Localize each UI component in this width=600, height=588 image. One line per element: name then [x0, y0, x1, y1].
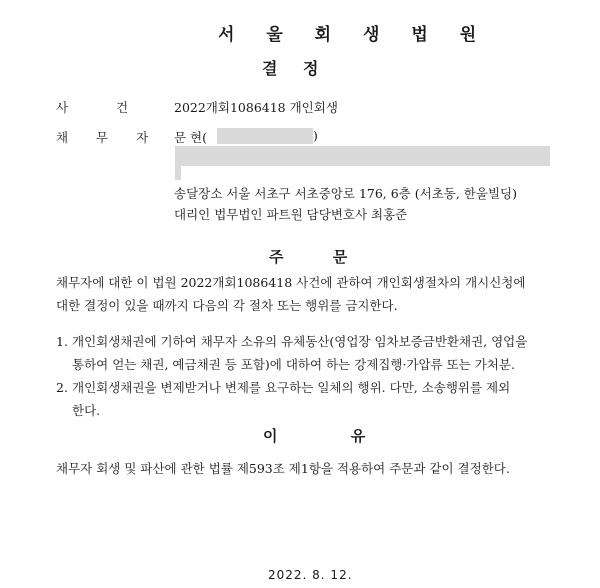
item-number: 1. — [56, 334, 68, 349]
case-number: 2022개회1086418 개인회생 — [174, 100, 338, 115]
document-type: 결 정 — [262, 59, 329, 78]
item-text-line-2: 한다. — [72, 403, 101, 418]
item-text-line-2: 통하여 얻는 채권, 예금채권 등 포함)에 대하여 하는 강제집행·가압류 또는 가처분. — [72, 357, 515, 372]
order-heading: 주 문 — [269, 248, 370, 266]
debtor-name-close: ) — [313, 128, 318, 143]
service-address: 송달장소 서울 서초구 서초중앙로 176, 6층 (서초동, 한울빌딩) — [174, 186, 517, 201]
court-name: 서 울 회 생 법 원 — [218, 25, 490, 45]
agent: 대리인 법무법인 파트원 담당변호사 최홍준 — [174, 207, 408, 222]
list-item — [56, 376, 527, 422]
item-text-line-1: 개인회생채권을 변제받거나 변제를 요구하는 일체의 행위. 다만, 소송행위를 제외 — [72, 380, 511, 395]
order-intro — [56, 271, 525, 317]
list-item — [56, 330, 527, 376]
decision-date: 2022. 8. 12. — [268, 568, 353, 582]
order-intro-line-1: 채무자에 대한 이 법원 2022개회1086418 사건에 관하여 개인회생절차의 개시신청에 — [56, 275, 526, 290]
order-intro-line-2: 대한 결정이 있을 때까지 다음의 각 절차 또는 행위를 금지한다. — [56, 298, 398, 313]
debtor-name: 문 현( — [174, 130, 208, 145]
reason-heading: 이 유 — [263, 427, 400, 445]
redacted-address-1 — [175, 146, 550, 166]
case-label: 사 건 — [56, 100, 151, 115]
redacted-address-2 — [175, 166, 181, 180]
item-text-line-1: 개인회생채권에 기하여 채무자 소유의 유체동산(영업장 임차보증금반환채권, 영업을 — [72, 334, 528, 349]
debtor-label: 채 무 자 — [56, 130, 161, 145]
redacted-name — [217, 128, 313, 144]
order-items — [56, 330, 527, 422]
item-number: 2. — [56, 380, 68, 395]
reason-text: 채무자 회생 및 파산에 관한 법률 제593조 제1항을 적용하여 주문과 같이 결정한다. — [56, 461, 510, 476]
